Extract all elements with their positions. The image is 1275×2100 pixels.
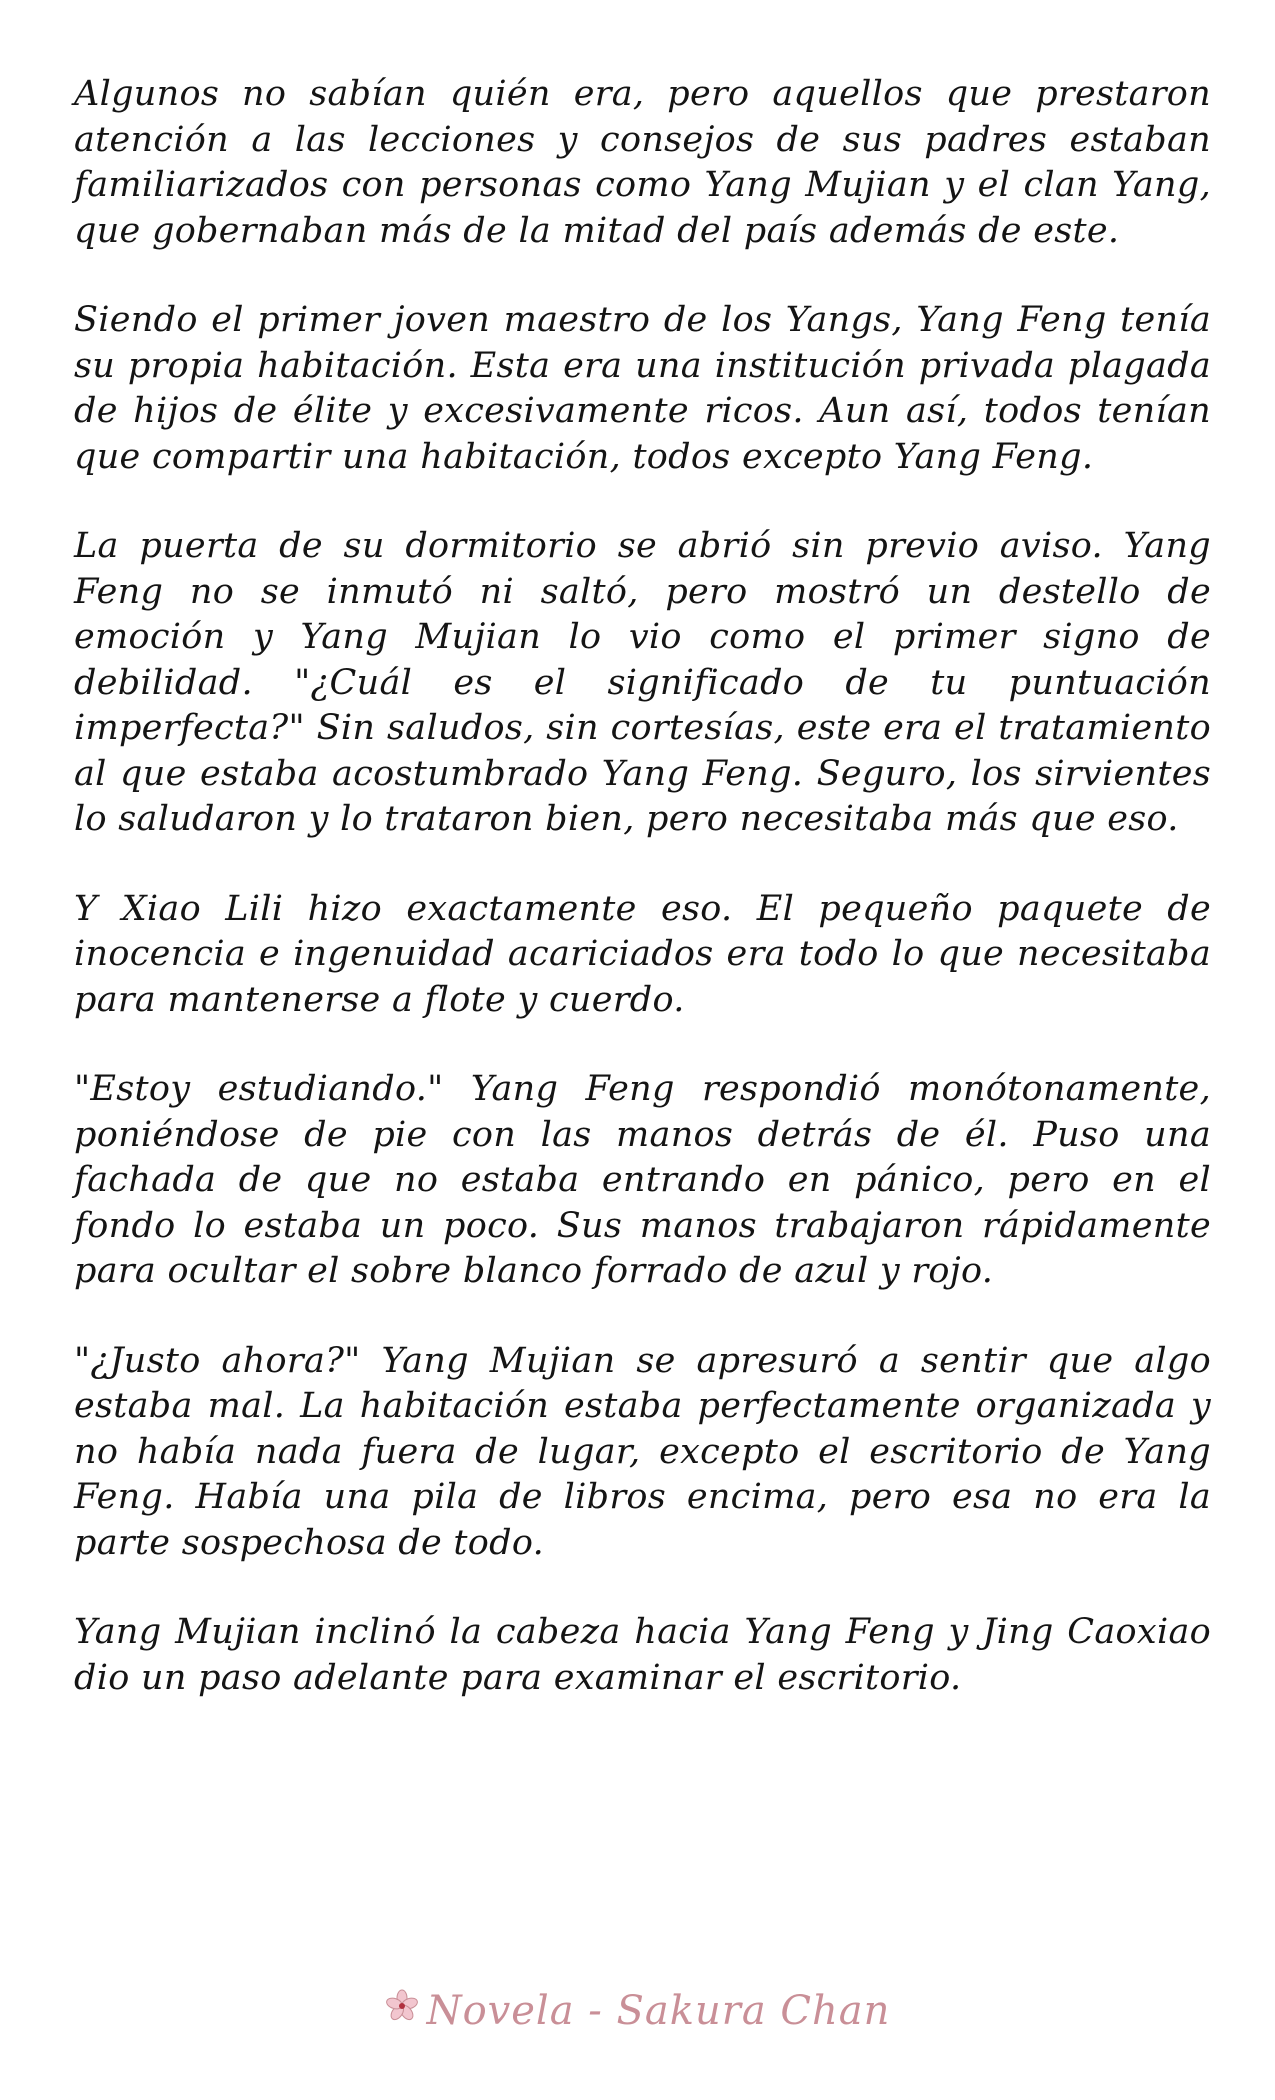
document-body [74, 72, 1211, 1745]
sakura-flower-icon [385, 1987, 419, 2033]
paragraph-4: Y Xiao Lili hizo exactamente eso. El pequeño paquete de inocencia e ingenuidad acariciados era todo lo que necesitaba para mantenerse a flote y cuerdo. [74, 888, 1211, 1020]
paragraph-7: Yang Mujian inclinó la cabeza hacia Yang Feng y Jing Caoxiao dio un paso adelante para examinar el escritorio. [74, 1612, 1211, 1698]
watermark-text: Novela - Sakura Chan [426, 1988, 891, 2034]
paragraph-1: Algunos no sabían quién era, pero aquellos que prestaron atención a las lecciones y consejos de sus padres estaban familiarizados con personas como Yang Mujian y el clan Yang, que gobernaban más de la mitad del país además de este. [74, 74, 1211, 251]
paragraph-3: La puerta de su dormitorio se abrió sin previo aviso. Yang Feng no se inmutó ni saltó, pero mostró un destello de emoción y Yang Mujian lo vio como el primer signo de debilidad. "¿Cuál es el significado de tu puntuación imperfecta?" Sin saludos, sin cortesías, este era el tratamiento al que estaba acostumbrado Yang Feng. Seguro, los sirvientes lo saludaron y lo trataron bien, pero necesitaba más que eso. [74, 526, 1211, 839]
paragraph-5: "Estoy estudiando." Yang Feng respondió monótonamente, poniéndose de pie con las manos detrás de él. Puso una fachada de que no estaba entrando en pánico, pero en el fondo lo estaba un poco. Sus manos trabajaron rápidamente para ocultar el sobre blanco forrado de azul y rojo. [74, 1069, 1211, 1291]
paragraph-6: "¿Justo ahora?" Yang Mujian se apresuró a sentir que algo estaba mal. La habitación estaba perfectamente organizada y no había nada fuera de lugar, excepto el escritorio de Yang Feng. Había una pila de libros encima, pero esa no era la parte sospechosa de todo. [74, 1340, 1211, 1563]
paragraph-2: Siendo el primer joven maestro de los Yangs, Yang Feng tenía su propia habitación. Esta era una institución privada plagada de hijos de élite y excesivamente ricos. Aun así, todos tenían que compartir una habitación, todos excepto Yang Feng. [74, 300, 1211, 477]
watermark [0, 1988, 1275, 2034]
